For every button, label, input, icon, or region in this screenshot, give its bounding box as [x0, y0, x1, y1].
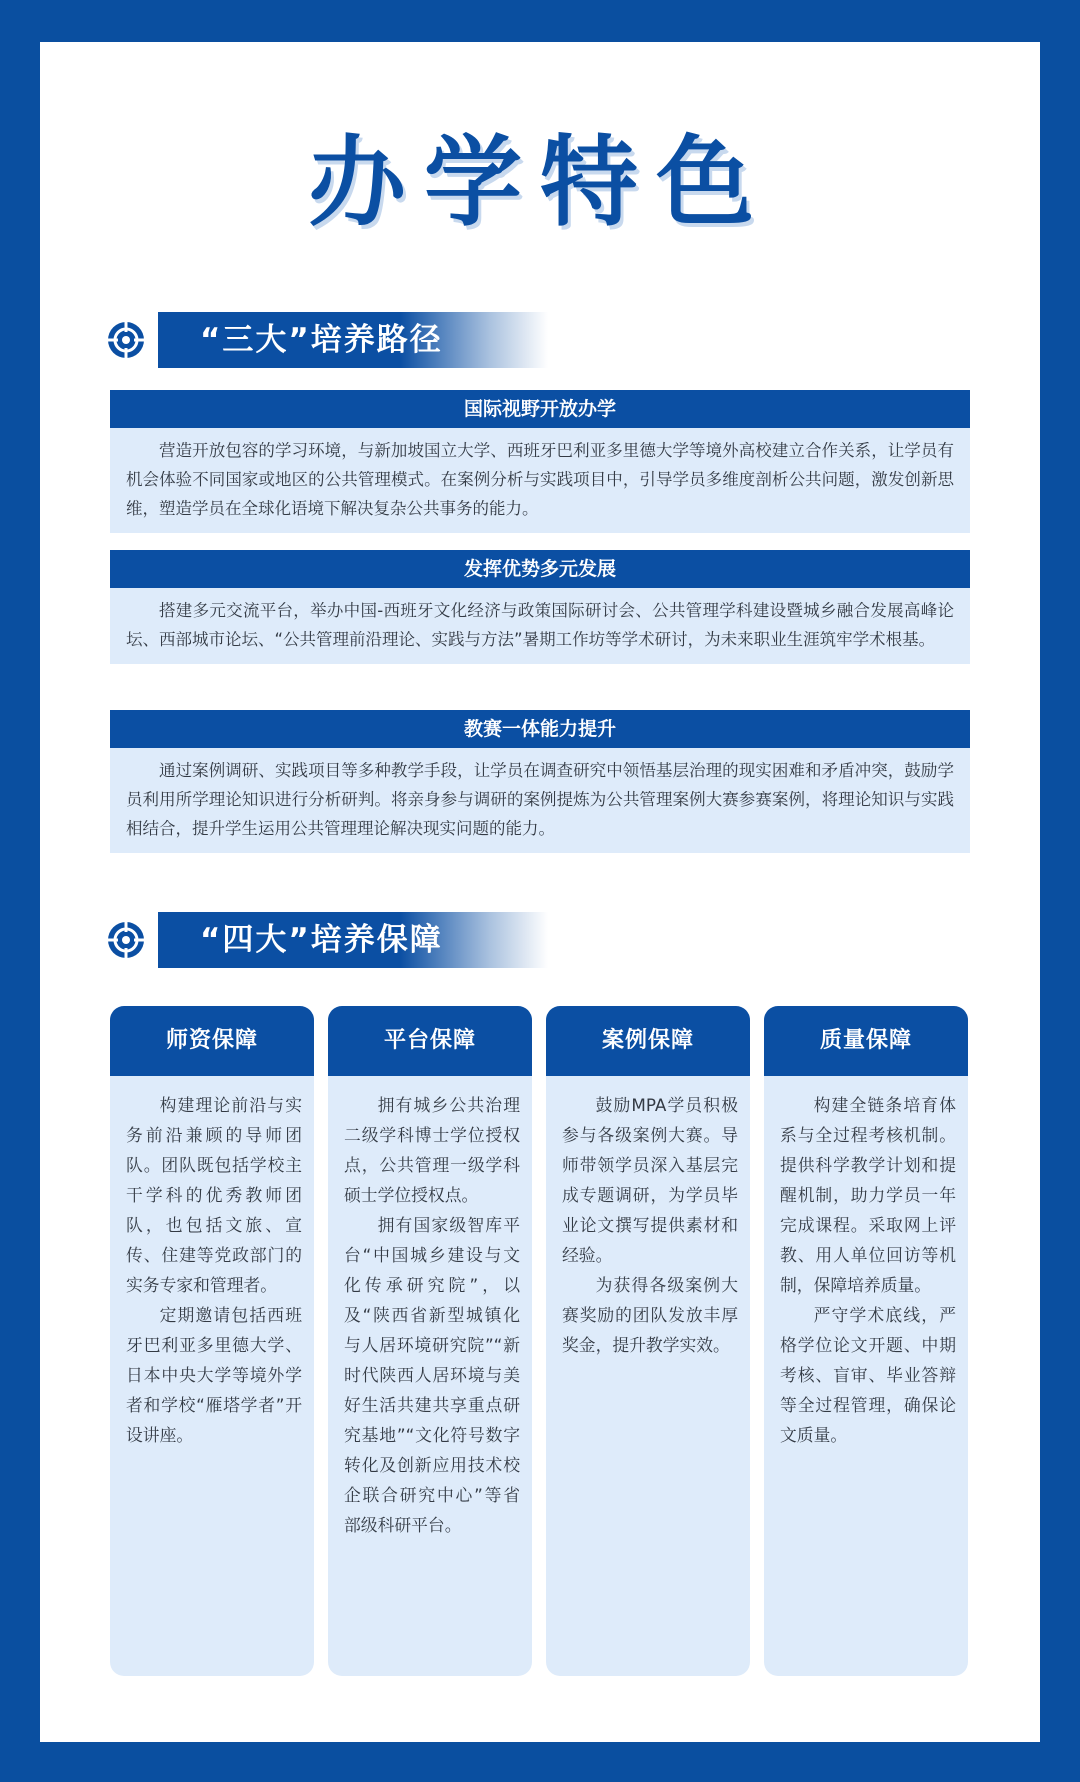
path-card-body: 营造开放包容的学习环境，与新加坡国立大学、西班牙巴利亚多里德大学等境外高校建立合作关系，让学员有机会体验不同国家或地区的公共管理模式。在案例分析与实践项目中，引导学员多维度剖析公共问题，激发创新思维，塑造学员在全球化语境下解决复杂公共事务的能力。: [126, 441, 954, 518]
path-card: [110, 550, 970, 664]
guarantee-column-case: [546, 1006, 750, 1676]
guarantee-column-body: [110, 1076, 314, 1450]
guarantee-paragraph: 定期邀请包括西班牙巴利亚多里德大学、日本中央大学等境外学者和学校“雁塔学者”开设讲座。: [126, 1305, 302, 1445]
guarantee-column-faculty: [110, 1006, 314, 1676]
page-title: 办学特色: [307, 125, 772, 240]
target-icon: [106, 920, 146, 960]
path-card-title: 发挥优势多元发展: [110, 550, 970, 588]
guarantee-paragraph: 构建全链条培育体系与全过程考核机制。提供科学教学计划和提醒机制，助力学员一年完成课程。采取网上评教、用人单位回访等机制，保障培养质量。: [780, 1095, 956, 1295]
section-header-paths: [106, 312, 626, 368]
guarantee-paragraph: 鼓励MPA学员积极参与各级案例大赛。导师带领学员深入基层完成专题调研，为学员毕业论文撰写提供素材和经验。: [562, 1095, 738, 1265]
guarantee-paragraph: 拥有城乡公共治理二级学科博士学位授权点，公共管理一级学科硕士学位授权点。: [344, 1095, 520, 1205]
path-card: [110, 710, 970, 853]
guarantee-paragraph: 构建理论前沿与实务前沿兼顾的导师团队。团队既包括学校主干学科的优秀教师团队，也包括文旅、宣传、住建等党政部门的实务专家和管理者。: [126, 1095, 302, 1295]
poster-frame: [40, 42, 1040, 1742]
section-title: “三大”培养路径: [158, 312, 548, 368]
section-header-guarantees: [106, 912, 626, 968]
guarantee-column-body: [546, 1076, 750, 1360]
guarantee-column-title: 质量保障: [764, 1006, 968, 1076]
guarantee-column-title: 案例保障: [546, 1006, 750, 1076]
guarantee-column-body: [764, 1076, 968, 1450]
section-title: “四大”培养保障: [158, 912, 548, 968]
guarantee-paragraph: 为获得各级案例大赛奖励的团队发放丰厚奖金，提升教学实效。: [562, 1275, 738, 1355]
guarantee-paragraph: 严守学术底线，严格学位论文开题、中期考核、盲审、毕业答辩等全过程管理，确保论文质量。: [780, 1305, 956, 1445]
guarantee-column-quality: [764, 1006, 968, 1676]
path-card: [110, 390, 970, 533]
guarantee-column-title: 师资保障: [110, 1006, 314, 1076]
path-card-title: 教赛一体能力提升: [110, 710, 970, 748]
guarantee-column-body: [328, 1076, 532, 1540]
target-icon: [106, 320, 146, 360]
guarantee-paragraph: 拥有国家级智库平台“中国城乡建设与文化传承研究院”，以及“陕西省新型城镇化与人居环境研究院”“新时代陕西人居环境与美好生活共建共享重点研究基地”“文化符号数字转化及创新应用技术校企联合研究中心”等省部级科研平台。: [344, 1215, 520, 1535]
path-card-body: 搭建多元交流平台，举办中国-西班牙文化经济与政策国际研讨会、公共管理学科建设暨城乡融合发展高峰论坛、西部城市论坛、“公共管理前沿理论、实践与方法”暑期工作坊等学术研讨，为未来职业生涯筑牢学术根基。: [126, 601, 954, 649]
guarantee-column-title: 平台保障: [328, 1006, 532, 1076]
path-card-body: 通过案例调研、实践项目等多种教学手段，让学员在调查研究中领悟基层治理的现实困难和矛盾冲突，鼓励学员利用所学理论知识进行分析研判。将亲身参与调研的案例提炼为公共管理案例大赛参赛案例，将理论知识与实践相结合，提升学生运用公共管理理论解决现实问题的能力。: [126, 761, 954, 838]
path-card-title: 国际视野开放办学: [110, 390, 970, 428]
guarantee-column-platform: [328, 1006, 532, 1676]
